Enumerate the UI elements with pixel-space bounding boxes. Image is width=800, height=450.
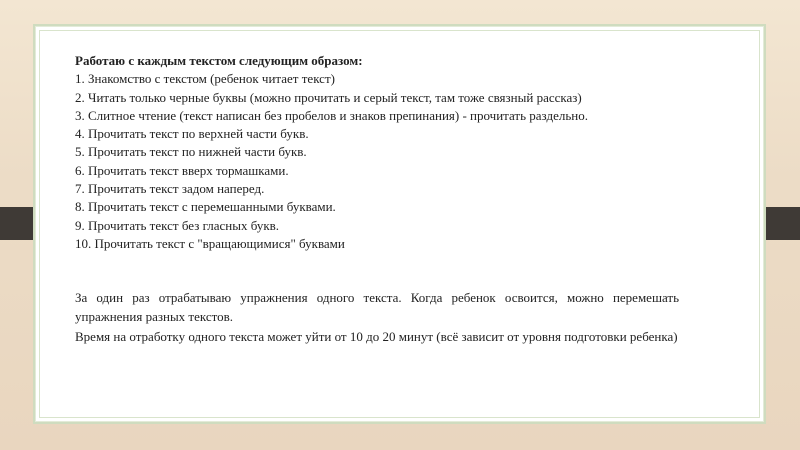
step-item: 10. Прочитать текст с "вращающимися" буквами [75,235,345,251]
step-item: 3. Слитное чтение (текст написан без пробелов и знаков препинания) - прочитать раздельно. [75,107,588,123]
paragraph-time: Время на отработку одного текста может уйти от 10 до 20 минут (всё зависит от уровня подготовки ребенка) [75,328,678,344]
heading: Работаю с каждым текстом следующим образом: [75,53,363,68]
content-card [33,24,766,424]
step-item: 4. Прочитать текст по верхней части букв. [75,126,309,142]
paragraph-exercises: За один раз отрабатываю упражнения одного текста. Когда ребенок освоится, можно перемешать упражнения разных текстов. [75,290,679,324]
step-item: 2. Читать только черные буквы (можно прочитать и серый текст, там тоже связный рассказ) [75,89,582,105]
step-item: 5. Прочитать текст по нижней части букв. [75,144,307,160]
step-item: 8. Прочитать текст с перемешанными буквами. [75,199,336,215]
text-block [75,52,679,346]
steps-list [75,70,679,253]
step-item: 9. Прочитать текст без гласных букв. [75,217,280,233]
step-item: 6. Прочитать текст вверх тормашками. [75,162,289,178]
step-item: 7. Прочитать текст задом наперед. [75,181,265,197]
step-item: 1. Знакомство с текстом (ребенок читает текст) [75,71,335,87]
